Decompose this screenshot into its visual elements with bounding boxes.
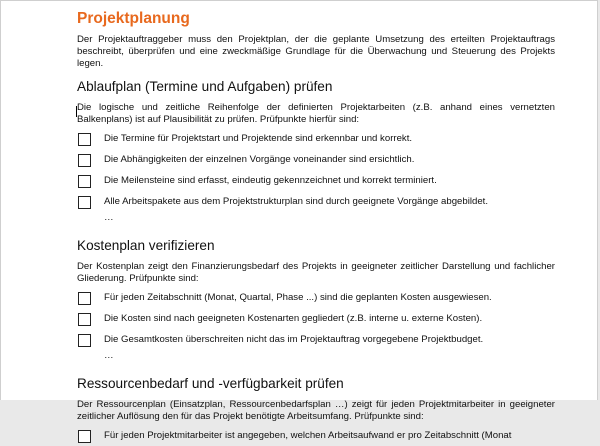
section-heading-kostenplan: Kostenplan verifizieren bbox=[77, 238, 215, 253]
checklist-kostenplan bbox=[77, 287, 555, 350]
checkbox[interactable] bbox=[78, 175, 91, 188]
section-text-ressourcen: Der Ressourcenplan (Einsatzplan, Ressourcenbedarfsplan …) zeigt für jeden Projektmitarbeiter in geeigneter zeitlicher Auflösung den für das Projekt benötigte Arbeitsumfang. Prüfpunkte sind: bbox=[77, 399, 555, 422]
checklist-item bbox=[77, 128, 555, 149]
checklist-item bbox=[77, 287, 555, 308]
section-text-wrapper bbox=[77, 102, 555, 126]
checklist-item-label: Die Abhängigkeiten der einzelnen Vorgänge voneinander sind ersichtlich. bbox=[104, 154, 415, 165]
checkbox[interactable] bbox=[78, 292, 91, 305]
checklist-item-label: Für jeden Projektmitarbeiter ist angegeben, welchen Arbeitsaufwand er pro Zeitabschnitt (Monat bbox=[104, 430, 512, 441]
checkbox[interactable] bbox=[78, 313, 91, 326]
checkbox[interactable] bbox=[78, 334, 91, 347]
section-text-kostenplan: Der Kostenplan zeigt den Finanzierungsbedarf des Projekts in geeigneter zeitlicher Darstellung und fachlicher Gliederung. Prüfpunkte sind: bbox=[77, 261, 555, 284]
checklist-item-label: Die Meilensteine sind erfasst, eindeutig gekennzeichnet und korrekt terminiert. bbox=[104, 175, 437, 186]
checkbox[interactable] bbox=[78, 133, 91, 146]
section-heading-ressourcen: Ressourcenbedarf und -verfügbarkeit prüfen bbox=[77, 376, 344, 391]
checklist-item bbox=[77, 425, 555, 446]
checkbox[interactable] bbox=[78, 430, 91, 443]
page-title: Projektplanung bbox=[77, 10, 190, 27]
intro-paragraph: Der Projektauftraggeber muss den Projektplan, der die geplante Umsetzung des erteilten Projektauftrags beschreibt, überprüfen und eine zweckmäßige Grundlage für die Überwachung und Steuerung des Projekts legen. bbox=[77, 34, 555, 69]
checklist-item-label: Die Termine für Projektstart und Projektende sind erkennbar und korrekt. bbox=[104, 133, 413, 144]
checklist-item bbox=[77, 149, 555, 170]
section-heading-ablaufplan: Ablaufplan (Termine und Aufgaben) prüfen bbox=[77, 79, 333, 94]
checkbox[interactable] bbox=[78, 196, 91, 209]
document-content bbox=[77, 9, 555, 446]
checklist-ressourcen bbox=[77, 425, 555, 446]
checklist-item-label: Für jeden Zeitabschnitt (Monat, Quartal, Phase ...) sind die geplanten Kosten ausgewiesen. bbox=[104, 292, 492, 303]
checklist-item-label: Die Gesamtkosten überschreiten nicht das im Projektauftrag vorgegebene Projektbudget. bbox=[104, 334, 484, 345]
checklist-ablaufplan bbox=[77, 128, 555, 212]
checklist-item bbox=[77, 191, 555, 212]
checklist-item bbox=[77, 329, 555, 350]
text-cursor bbox=[76, 106, 77, 117]
checklist-item bbox=[77, 308, 555, 329]
checklist-item-label: Die Kosten sind nach geeigneten Kostenarten gegliedert (z.B. interne u. externe Kosten). bbox=[104, 313, 483, 324]
checkbox[interactable] bbox=[78, 154, 91, 167]
checklist-item bbox=[77, 170, 555, 191]
section-text-ablaufplan: Die logische und zeitliche Reihenfolge der definierten Projektarbeiten (z.B. anhand eines vernetzten Balkenplans) ist auf Plausibilität zu prüfen. Prüfpunkte hierfür sind: bbox=[77, 102, 555, 125]
checklist-item-label: Alle Arbeitspakete aus dem Projektstrukturplan sind durch geeignete Vorgänge abgebildet. bbox=[104, 196, 488, 207]
list-ellipsis: … bbox=[104, 350, 114, 361]
list-ellipsis: … bbox=[104, 212, 114, 223]
